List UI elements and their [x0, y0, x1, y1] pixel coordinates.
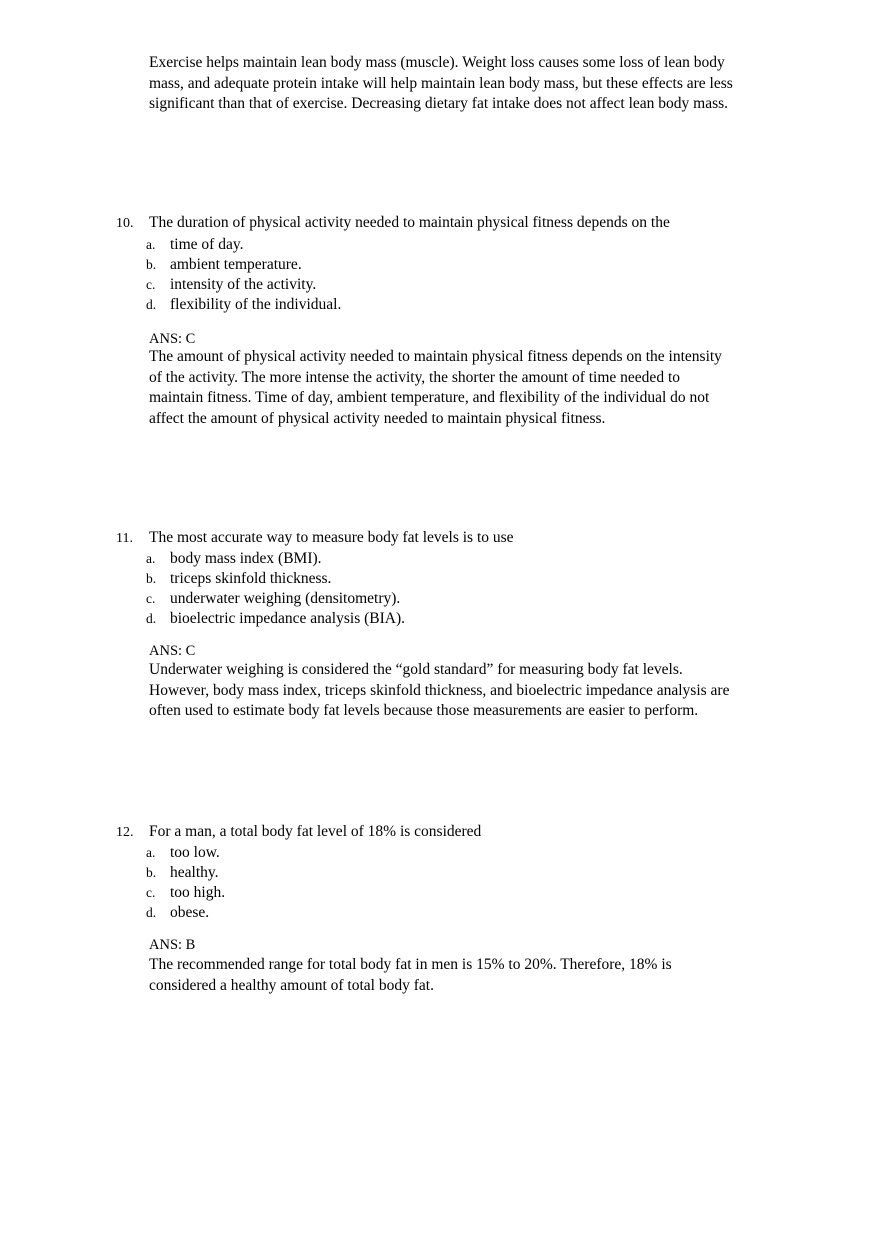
rationale-line: The amount of physical activity needed to maintain physical fitness depends on the intensity — [149, 348, 722, 365]
question-stem: The duration of physical activity needed to maintain physical fitness depends on the — [149, 214, 670, 231]
question-number: 12. — [116, 825, 134, 840]
answer-rationale — [149, 660, 809, 722]
option-letter: b. — [146, 257, 157, 272]
rationale-line: The recommended range for total body fat in men is 15% to 20%. Therefore, 18% is — [149, 956, 672, 973]
option-text: body mass index (BMI). — [170, 550, 322, 567]
option-letter: b. — [146, 571, 157, 586]
option-text: intensity of the activity. — [170, 276, 317, 293]
question-number: 10. — [116, 216, 134, 231]
option-text: time of day. — [170, 236, 244, 253]
option-letter: a. — [146, 551, 156, 566]
answer-key: ANS: C — [149, 643, 196, 659]
rationale-line: maintain fitness. Time of day, ambient temperature, and flexibility of the individual do not — [149, 389, 710, 406]
rationale-line: However, body mass index, triceps skinfold thickness, and bioelectric impedance analysis are — [149, 681, 730, 699]
rationale-line: of the activity. The more intense the activity, the shorter the amount of time needed to — [149, 368, 680, 386]
intro-rationale — [149, 53, 809, 115]
rationale-line: affect the amount of physical activity needed to maintain physical fitness. — [149, 409, 606, 427]
option-letter: c. — [146, 885, 156, 900]
question-number: 11. — [116, 531, 133, 546]
answer-key: ANS: C — [149, 331, 196, 347]
rationale-line: often used to estimate body fat levels because those measurements are easier to perform. — [149, 702, 699, 719]
answer-rationale — [149, 955, 809, 996]
option-letter: c. — [146, 591, 156, 606]
option-text: flexibility of the individual. — [170, 296, 342, 313]
option-letter: c. — [146, 277, 156, 292]
option-text: underwater weighing (densitometry). — [170, 590, 401, 607]
answer-key: ANS: B — [149, 937, 196, 953]
option-letter: a. — [146, 845, 156, 860]
option-text: too high. — [170, 884, 226, 901]
question-stem: For a man, a total body fat level of 18% is considered — [149, 823, 482, 840]
option-text: ambient temperature. — [170, 256, 302, 273]
answer-rationale — [149, 347, 809, 429]
rationale-line: mass, and adequate protein intake will help maintain lean body mass, but these effects are less — [149, 74, 733, 92]
rationale-line: considered a healthy amount of total body fat. — [149, 976, 434, 994]
option-letter: b. — [146, 865, 157, 880]
rationale-line: significant than that of exercise. Decreasing dietary fat intake does not affect lean body mass. — [149, 95, 729, 112]
option-text: healthy. — [170, 864, 219, 881]
option-letter: d. — [146, 905, 157, 920]
option-text: triceps skinfold thickness. — [170, 570, 332, 587]
question-stem: The most accurate way to measure body fat levels is to use — [149, 529, 514, 546]
option-letter: d. — [146, 611, 157, 626]
option-letter: d. — [146, 297, 157, 312]
rationale-line: Exercise helps maintain lean body mass (muscle). Weight loss causes some loss of lean body — [149, 54, 725, 71]
option-text: obese. — [170, 904, 210, 921]
option-text: bioelectric impedance analysis (BIA). — [170, 610, 405, 627]
option-letter: a. — [146, 237, 156, 252]
rationale-line: Underwater weighing is considered the “gold standard” for measuring body fat levels. — [149, 661, 683, 678]
option-text: too low. — [170, 844, 220, 861]
